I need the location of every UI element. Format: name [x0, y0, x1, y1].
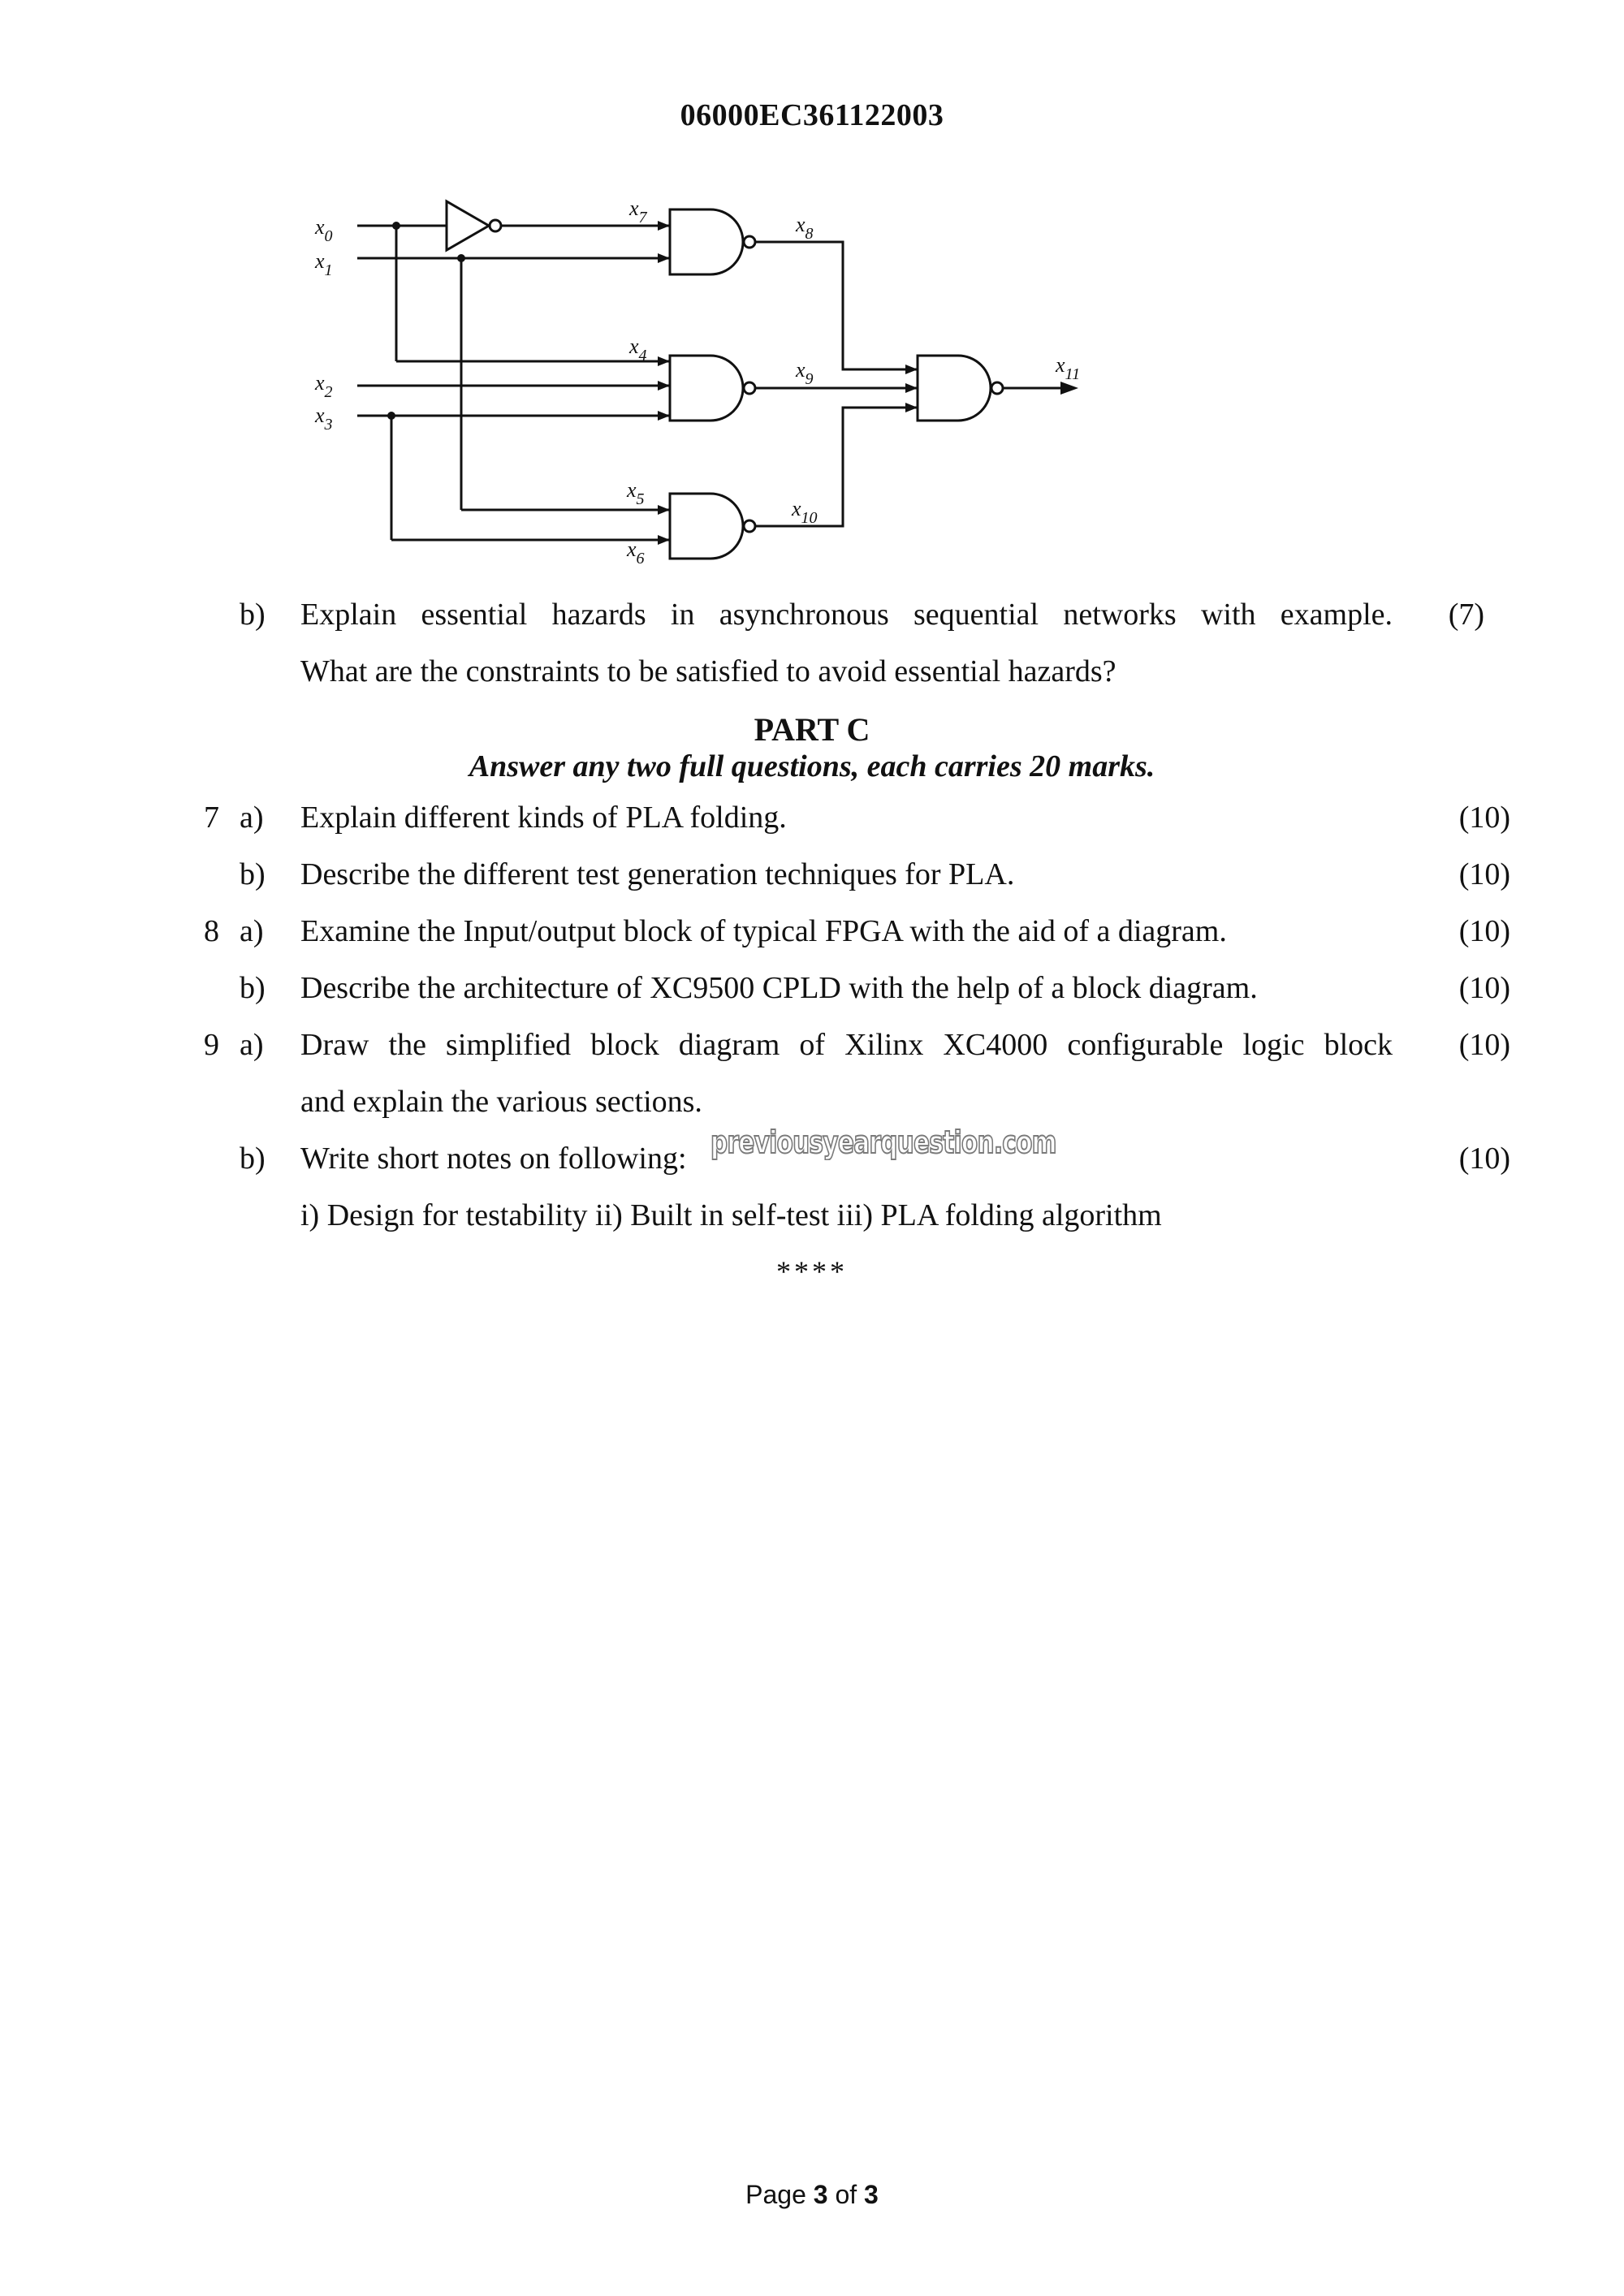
paper-code: 06000EC361122003	[680, 98, 944, 132]
logic-circuit-diagram	[276, 170, 1137, 576]
q6b-text-line1: Explain essential hazards in asynchronous sequential networks with example.	[300, 598, 1393, 632]
q8a-text: Examine the Input/output block of typical FPGA with the aid of a diagram.	[300, 914, 1227, 948]
footer-prefix: Page	[745, 2180, 814, 2209]
footer-total-pages: 3	[864, 2180, 879, 2209]
q7a-text: Explain different kinds of PLA folding.	[300, 801, 787, 835]
label-x7: $x_7$	[629, 196, 647, 227]
q7-number: 7	[204, 801, 219, 835]
watermark: previousyearquestion.com	[710, 1124, 1056, 1160]
page-footer	[0, 2180, 1624, 2210]
q7b-marks: (10)	[1458, 857, 1510, 891]
label-x1: $x_1$	[315, 249, 333, 279]
label-x9: $x_9$	[796, 358, 814, 388]
end-marker: ****	[776, 1255, 848, 1288]
q9a-label: a)	[240, 1028, 264, 1062]
q8b-text: Describe the architecture of XC9500 CPLD with the help of a block diagram.	[300, 971, 1258, 1005]
label-x0: $x_0$	[315, 215, 333, 245]
label-x5: $x_5$	[627, 478, 645, 508]
q8a-label: a)	[240, 914, 264, 948]
q8-number: 8	[204, 914, 219, 948]
label-x2: $x_2$	[315, 371, 333, 401]
q9b-marks: (10)	[1458, 1142, 1510, 1176]
label-x4: $x_4$	[629, 334, 647, 365]
q9b-text-line1: Write short notes on following:	[300, 1142, 687, 1176]
q7a-marks: (10)	[1458, 801, 1510, 835]
q6b-label: b)	[240, 598, 266, 632]
q9b-label: b)	[240, 1142, 266, 1176]
label-x11: $x_{11}$	[1056, 353, 1081, 383]
q9a-text-line1: Draw the simplified block diagram of Xilinx XC4000 configurable logic block	[300, 1028, 1393, 1062]
label-x3: $x_3$	[315, 404, 333, 434]
footer-current-page: 3	[813, 2180, 828, 2209]
q9a-text-line2: and explain the various sections.	[300, 1085, 702, 1119]
q8b-label: b)	[240, 971, 266, 1005]
q9a-marks: (10)	[1458, 1028, 1510, 1062]
footer-middle: of	[827, 2180, 865, 2209]
q6b-text-line2: What are the constraints to be satisfied to avoid essential hazards?	[300, 654, 1116, 688]
label-x8: $x_8$	[796, 213, 814, 243]
q8b-marks: (10)	[1458, 971, 1510, 1005]
q7a-label: a)	[240, 801, 264, 835]
q7b-text: Describe the different test generation techniques for PLA.	[300, 857, 1015, 891]
part-c-instruction: Answer any two full questions, each carries 20 marks.	[469, 749, 1155, 783]
label-x6: $x_6$	[627, 537, 645, 568]
label-x10: $x_{10}$	[792, 497, 818, 527]
q7b-label: b)	[240, 857, 266, 891]
q6b-marks: (7)	[1448, 598, 1484, 632]
part-c-title: PART C	[754, 711, 870, 748]
q9b-text-line2: i) Design for testability ii) Built in self-test iii) PLA folding algorithm	[300, 1198, 1162, 1232]
q9-number: 9	[204, 1028, 219, 1062]
q8a-marks: (10)	[1458, 914, 1510, 948]
